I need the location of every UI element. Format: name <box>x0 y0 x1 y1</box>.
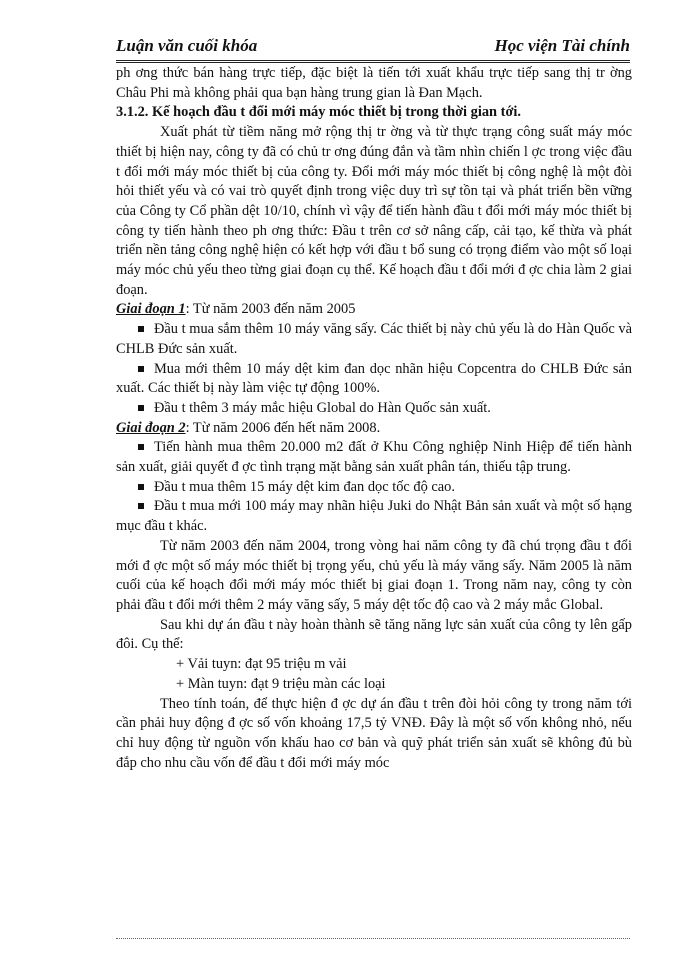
paragraph-funding: Theo tính toán, để thực hiện đ ợc dự án đầu t trên đòi hỏi công ty trong năm tới cần phải huy động đ ợc số vốn khoảng 17,5 tỷ VNĐ. Đây là một số vốn không nhỏ, nếu chỉ huy động từ nguồn vốn khấu hao cơ bản và quỹ phát triển sản xuất sẽ không đủ bù đắp cho nhu cầu vốn để đầu t đổi mới máy móc <box>116 695 632 771</box>
phase-1-title <box>116 300 632 320</box>
section-heading: 3.1.2. Kế hoạch đầu t đổi mới máy móc thiết bị trong thời gian tới. <box>116 104 522 121</box>
list-item-text: Mua mới thêm 10 máy dệt kim đan dọc nhãn hiệu Copcentra do CHLB Đức sản xuất. Các thiết bị này làm việc tự động 100%. <box>116 360 632 397</box>
phase-2-text: : Từ năm 2006 đến hết năm 2008. <box>185 419 381 436</box>
square-bullet-icon <box>138 444 144 450</box>
page-header <box>116 36 630 60</box>
phase-1-label: Giai đoạn 1 <box>116 301 186 318</box>
header-right-title: Học viện Tài chính <box>494 36 630 55</box>
list-item-text: Đầu t mua sắm thêm 10 máy văng sấy. Các thiết bị này chủ yếu là do Hàn Quốc và CHLB Đức sản xuất. <box>116 321 632 357</box>
header-left-title: Luận văn cuối khóa <box>116 36 258 55</box>
paragraph-continued: ph ơng thức bán hàng trực tiếp, đặc biệt là tiến tới xuất khẩu trực tiếp sang thị tr ờng Châu Phi mà không phải qua bạn hàng trung gian là Đan Mạch. <box>116 65 632 101</box>
list-item <box>116 399 632 419</box>
list-item-text: Tiến hành mua thêm 20.000 m2 đất ở Khu Công nghiệp Ninh Hiệp để tiến hành sản xuất, giải quyết đ ợc tình trạng mặt bằng sản xuất phân tán, thiếu tập trung. <box>116 439 632 476</box>
list-item-text: Đầu t mua mới 100 máy may nhãn hiệu Juki do Nhật Bản sản xuất và một số hạng mục đầu t khác. <box>116 498 632 535</box>
list-item <box>116 438 632 477</box>
header-divider <box>116 60 630 63</box>
phase-2-label: Giai đoạn 2 <box>116 419 186 436</box>
paragraph-progress: Từ năm 2003 đến năm 2004, trong vòng hai năm công ty đã chú trọng đầu t đổi mới đ ợc một số máy móc thiết bị trọng yếu, chủ yếu là máy văng sấy. Năm 2005 là năm cuối của kế hoạch đổi mới máy móc thiết bị giai đoạn 1. Trong năm nay, công ty còn phải đầu t đổi mới thêm 2 máy văng sấy, 5 máy dệt tốc độ cao và 2 máy mắc Global. <box>116 537 632 613</box>
capacity-item-net: + Màn tuyn: đạt 9 triệu màn các loại <box>176 675 386 692</box>
square-bullet-icon <box>138 366 144 372</box>
square-bullet-icon <box>138 326 144 332</box>
footer-divider <box>116 938 630 939</box>
list-item-text: Đầu t thêm 3 máy mắc hiệu Global do Hàn Quốc sản xuất. <box>154 399 491 416</box>
paragraph-capacity: Sau khi dự án đầu t này hoàn thành sẽ tăng năng lực sản xuất của công ty lên gấp đôi. Cụ thể: <box>116 616 632 653</box>
list-item <box>116 360 632 399</box>
paragraph-intro: Xuất phát từ tiềm năng mở rộng thị tr ờng và từ thực trạng công suất máy móc thiết bị hiện nay, công ty đã có chủ tr ơng đúng đắn và tầm nhìn chiến l ợc trong việc đầu t đổi mới máy móc thiết bị của công ty. Đổi mới máy móc thiết bị công nghệ là một đòi hỏi thiết yếu và có vai trò quyết định trong việc duy trì sự tồn tại và phát triển bền vững của Công ty Cổ phần dệt 10/10, chính vì vậy để tiến hành đầu t đổi mới máy móc thiết bị công ty tiến hành theo ph ơng thức: Đầu t trên cơ sở nâng cấp, cải tạo, kế thừa và phát triển nền tảng công nghệ hiện có kết hợp với đầu t bổ sung có trọng điểm vào một số loại máy móc chủ yếu theo từng giai đoạn cụ thể. Kế hoạch đầu t đổi mới đ ợc chia làm 2 giai đoạn. <box>116 124 632 298</box>
list-item <box>116 478 632 498</box>
document-body <box>116 64 632 773</box>
phase-1-text: : Từ năm 2003 đến năm 2005 <box>185 301 356 318</box>
square-bullet-icon <box>138 405 144 411</box>
square-bullet-icon <box>138 484 144 490</box>
list-item <box>116 497 632 536</box>
phase-2-title <box>116 419 632 439</box>
list-item-text: Đầu t mua thêm 15 máy dệt kim đan dọc tốc độ cao. <box>154 478 455 495</box>
square-bullet-icon <box>138 503 144 509</box>
list-item <box>116 320 632 359</box>
capacity-item-fabric: + Vải tuyn: đạt 95 triệu m vải <box>176 656 347 673</box>
